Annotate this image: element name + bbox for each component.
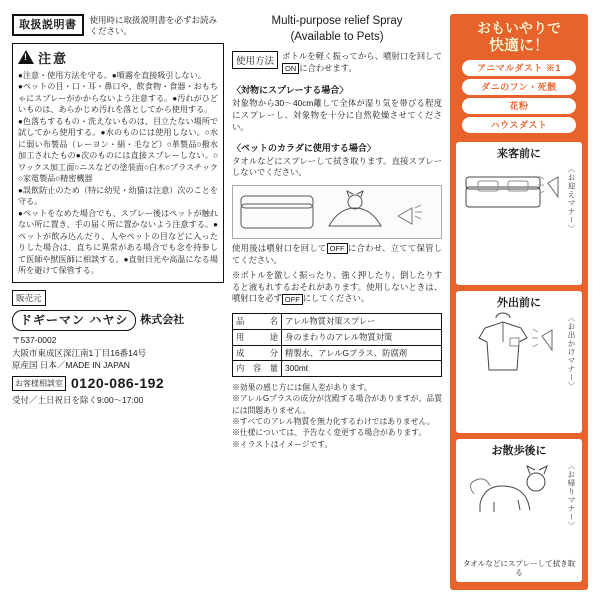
scene-walk-caption: 〈お帰りマナー〉 xyxy=(567,462,576,531)
section-pet-text: タオルなどにスプレーして拭き取ります。直接スプレーしないでください。 xyxy=(232,155,442,178)
table-row xyxy=(233,345,442,361)
spec-value-1: 身のまわりのアレル物質対策 xyxy=(282,329,442,345)
manual-header xyxy=(12,14,224,38)
customer-service-label: お客様相談室 xyxy=(12,376,66,392)
scene-guest-art xyxy=(460,163,578,281)
seller-postal: 〒537-0002 xyxy=(12,335,57,346)
headline-line2: 快適に！ xyxy=(488,36,549,54)
product-title xyxy=(232,14,442,45)
left-column xyxy=(12,14,224,590)
target-pill-1: ダニのフン・死骸 xyxy=(462,79,576,95)
seller-block xyxy=(12,290,224,406)
spec-table xyxy=(232,313,442,377)
caution-header xyxy=(18,48,218,67)
service-hours: 受付／土日祝日を除く9:00〜17:00 xyxy=(12,394,144,405)
scene-walk xyxy=(456,439,582,582)
brand-logo: ドギーマン ハヤシ xyxy=(12,310,136,331)
seller-address: 大阪市東成区深江南1丁目16番14号 xyxy=(12,347,147,358)
scene-outing xyxy=(456,291,582,434)
section-object-text: 対象物から30〜40cm離して全体が湿り気を帯びる程度にスプレーし、対象物を十分に自然乾燥させてください。 xyxy=(232,98,442,132)
customer-service-number: 0120-086-192 xyxy=(71,375,165,392)
product-title-line1: Multi-purpose relief Spray xyxy=(271,15,403,27)
storage-text-b: に合わせ、立てて保管してください。 xyxy=(232,243,442,265)
usage-intro xyxy=(282,51,442,74)
section-storage-text xyxy=(232,243,442,267)
shirt-spray-icon xyxy=(460,312,578,378)
spec-value-3: 300mℓ xyxy=(282,361,442,377)
headline-line1: おもいやりで xyxy=(477,20,561,36)
manual-note: 使用時に取扱説明書を必ずお読みください。 xyxy=(89,15,218,37)
usage-tag: 使用方法 xyxy=(232,51,278,69)
target-pill-2: 花粉 xyxy=(462,98,576,114)
illustration-cat-sofa xyxy=(232,185,442,239)
scene-walk-title: お散歩後に xyxy=(491,445,547,458)
customer-service-row xyxy=(12,373,224,393)
caution-box xyxy=(12,43,224,283)
notes-list xyxy=(232,382,442,450)
product-title-line2: (Available to Pets) xyxy=(290,30,384,43)
center-column xyxy=(232,14,442,590)
storage-text-a: 使用後は噴射口を回して xyxy=(232,243,327,254)
cat-sofa-art xyxy=(233,186,441,236)
spec-key-1: 用途 xyxy=(233,329,282,345)
footnote-animal-dust: ※1 被毛・フケ・だ液など xyxy=(590,388,597,470)
section-object-head: 〈対物にスプレーする場合〉 xyxy=(232,85,349,96)
table-row xyxy=(233,314,442,330)
caution-title: 注意 xyxy=(38,50,69,66)
usage-intro-text: ボトルを軽く振ってから、噴射口を回して xyxy=(282,51,442,62)
right-column xyxy=(450,14,597,590)
scene-walk-art xyxy=(460,460,578,558)
spec-key-3: 内容量 xyxy=(233,361,282,377)
spec-key-2: 成分 xyxy=(233,345,282,361)
dog-wipe-icon xyxy=(460,460,578,518)
note-3: ※仕様については、予告なく変更する場合があります。 xyxy=(232,428,427,438)
target-pill-3: ハウスダスト xyxy=(462,117,576,133)
table-row xyxy=(233,361,442,377)
note-1: ※アレルGプラスの成分が沈殿する場合がありますが、品質には問題ありません。 xyxy=(232,394,442,415)
warning-text-b: にしてください。 xyxy=(302,293,370,304)
section-pet-head: 〈ペットのカラダに使用する場合〉 xyxy=(232,142,376,153)
note-0: ※効果の感じ方には個人差があります。 xyxy=(232,383,372,393)
seller-label: 販売元 xyxy=(12,290,46,306)
table-row xyxy=(233,329,442,345)
scene-outing-caption: 〈お出かけマナー〉 xyxy=(567,313,576,391)
caution-body xyxy=(18,70,218,277)
scene-outing-art xyxy=(460,312,578,430)
scene-guest xyxy=(456,142,582,285)
caution-text-1: ●注意・使用方法を守る。●噴霧を直接吸引しない。 xyxy=(18,70,206,80)
off-switch-box-2: OFF xyxy=(282,294,303,305)
warning-triangle-icon xyxy=(18,50,34,64)
spec-value-0: アレル物質対策スプレー xyxy=(282,314,442,330)
scene-outing-title: 外出前に xyxy=(497,296,541,309)
spec-key-0: 品名 xyxy=(233,314,282,330)
brand-row xyxy=(12,310,224,331)
sofa-spray-icon xyxy=(460,163,578,219)
note-4: ※イラストはイメージです。 xyxy=(232,439,333,449)
off-switch-box-1: OFF xyxy=(327,243,348,254)
note-2: ※すべてのアレル物質を無力化するわけではありません。 xyxy=(232,417,435,427)
origin-country: 原産国 日本／MADE IN JAPAN xyxy=(12,359,130,370)
usage-header xyxy=(232,51,442,74)
spec-value-2: 精製水、アレルGプラス、防腐剤 xyxy=(282,345,442,361)
caution-text-2: ●ペットの目・口・耳・鼻口や、飲食物・食器・おもちゃにスプレーがかからないよう注意する。●汚れがひどいものは、あらかじめ汚れを落としてから使用する。 xyxy=(18,82,218,115)
headline xyxy=(456,20,582,55)
usage-intro-text-2: に合わせます。 xyxy=(299,62,357,73)
scene-walk-foot: タオルなどにスプレーして拭き取る xyxy=(462,558,576,578)
scene-guest-title: 来客前に xyxy=(497,147,541,160)
target-pill-0: アニマルダスト ※1 xyxy=(462,60,576,76)
on-switch-box: ON xyxy=(282,63,299,74)
brand-name: 株式会社 xyxy=(140,313,185,326)
section-warning-text xyxy=(232,270,442,305)
scene-guest-caption: 〈お迎えマナー〉 xyxy=(567,164,576,233)
caution-text-5: ●ペットをなめた場合でも、スプレー後はペットが触れない所に置き、手の届く所に置かないよう注意する。●ペットが飲み込んだり、人やペットの目などに入ったりした場合は、直ちに異常がある場合でも念を持参して医師や獣医師に相談する。●直射日光や高温になる場所を避けて保管する。 xyxy=(18,208,218,276)
caution-text-4: ●誤飲防止のため（特に幼児・幼猫は注意）次のことを守る。 xyxy=(18,185,218,207)
warning-text-a: ※ボトルを激しく振ったり、強く押したり、倒したりすると液もれするおそれがあります。使用しないときは、噴射口を必ず xyxy=(232,269,442,304)
caution-text-3: ●色落ちするもの・洗えないものは、目立たない場所で試してから使用する。●水のものには使用しない。○水に弱い布製品（レーヨン・絹・毛など）○革製品○撥水加工されたもの●次のものには直接スプレーしない。○ワックス加工面○ニスなどの塗装面○白木○プラスチック○家電製品○精密機器 xyxy=(18,116,218,184)
manual-title-box: 取扱説明書 xyxy=(12,14,84,36)
